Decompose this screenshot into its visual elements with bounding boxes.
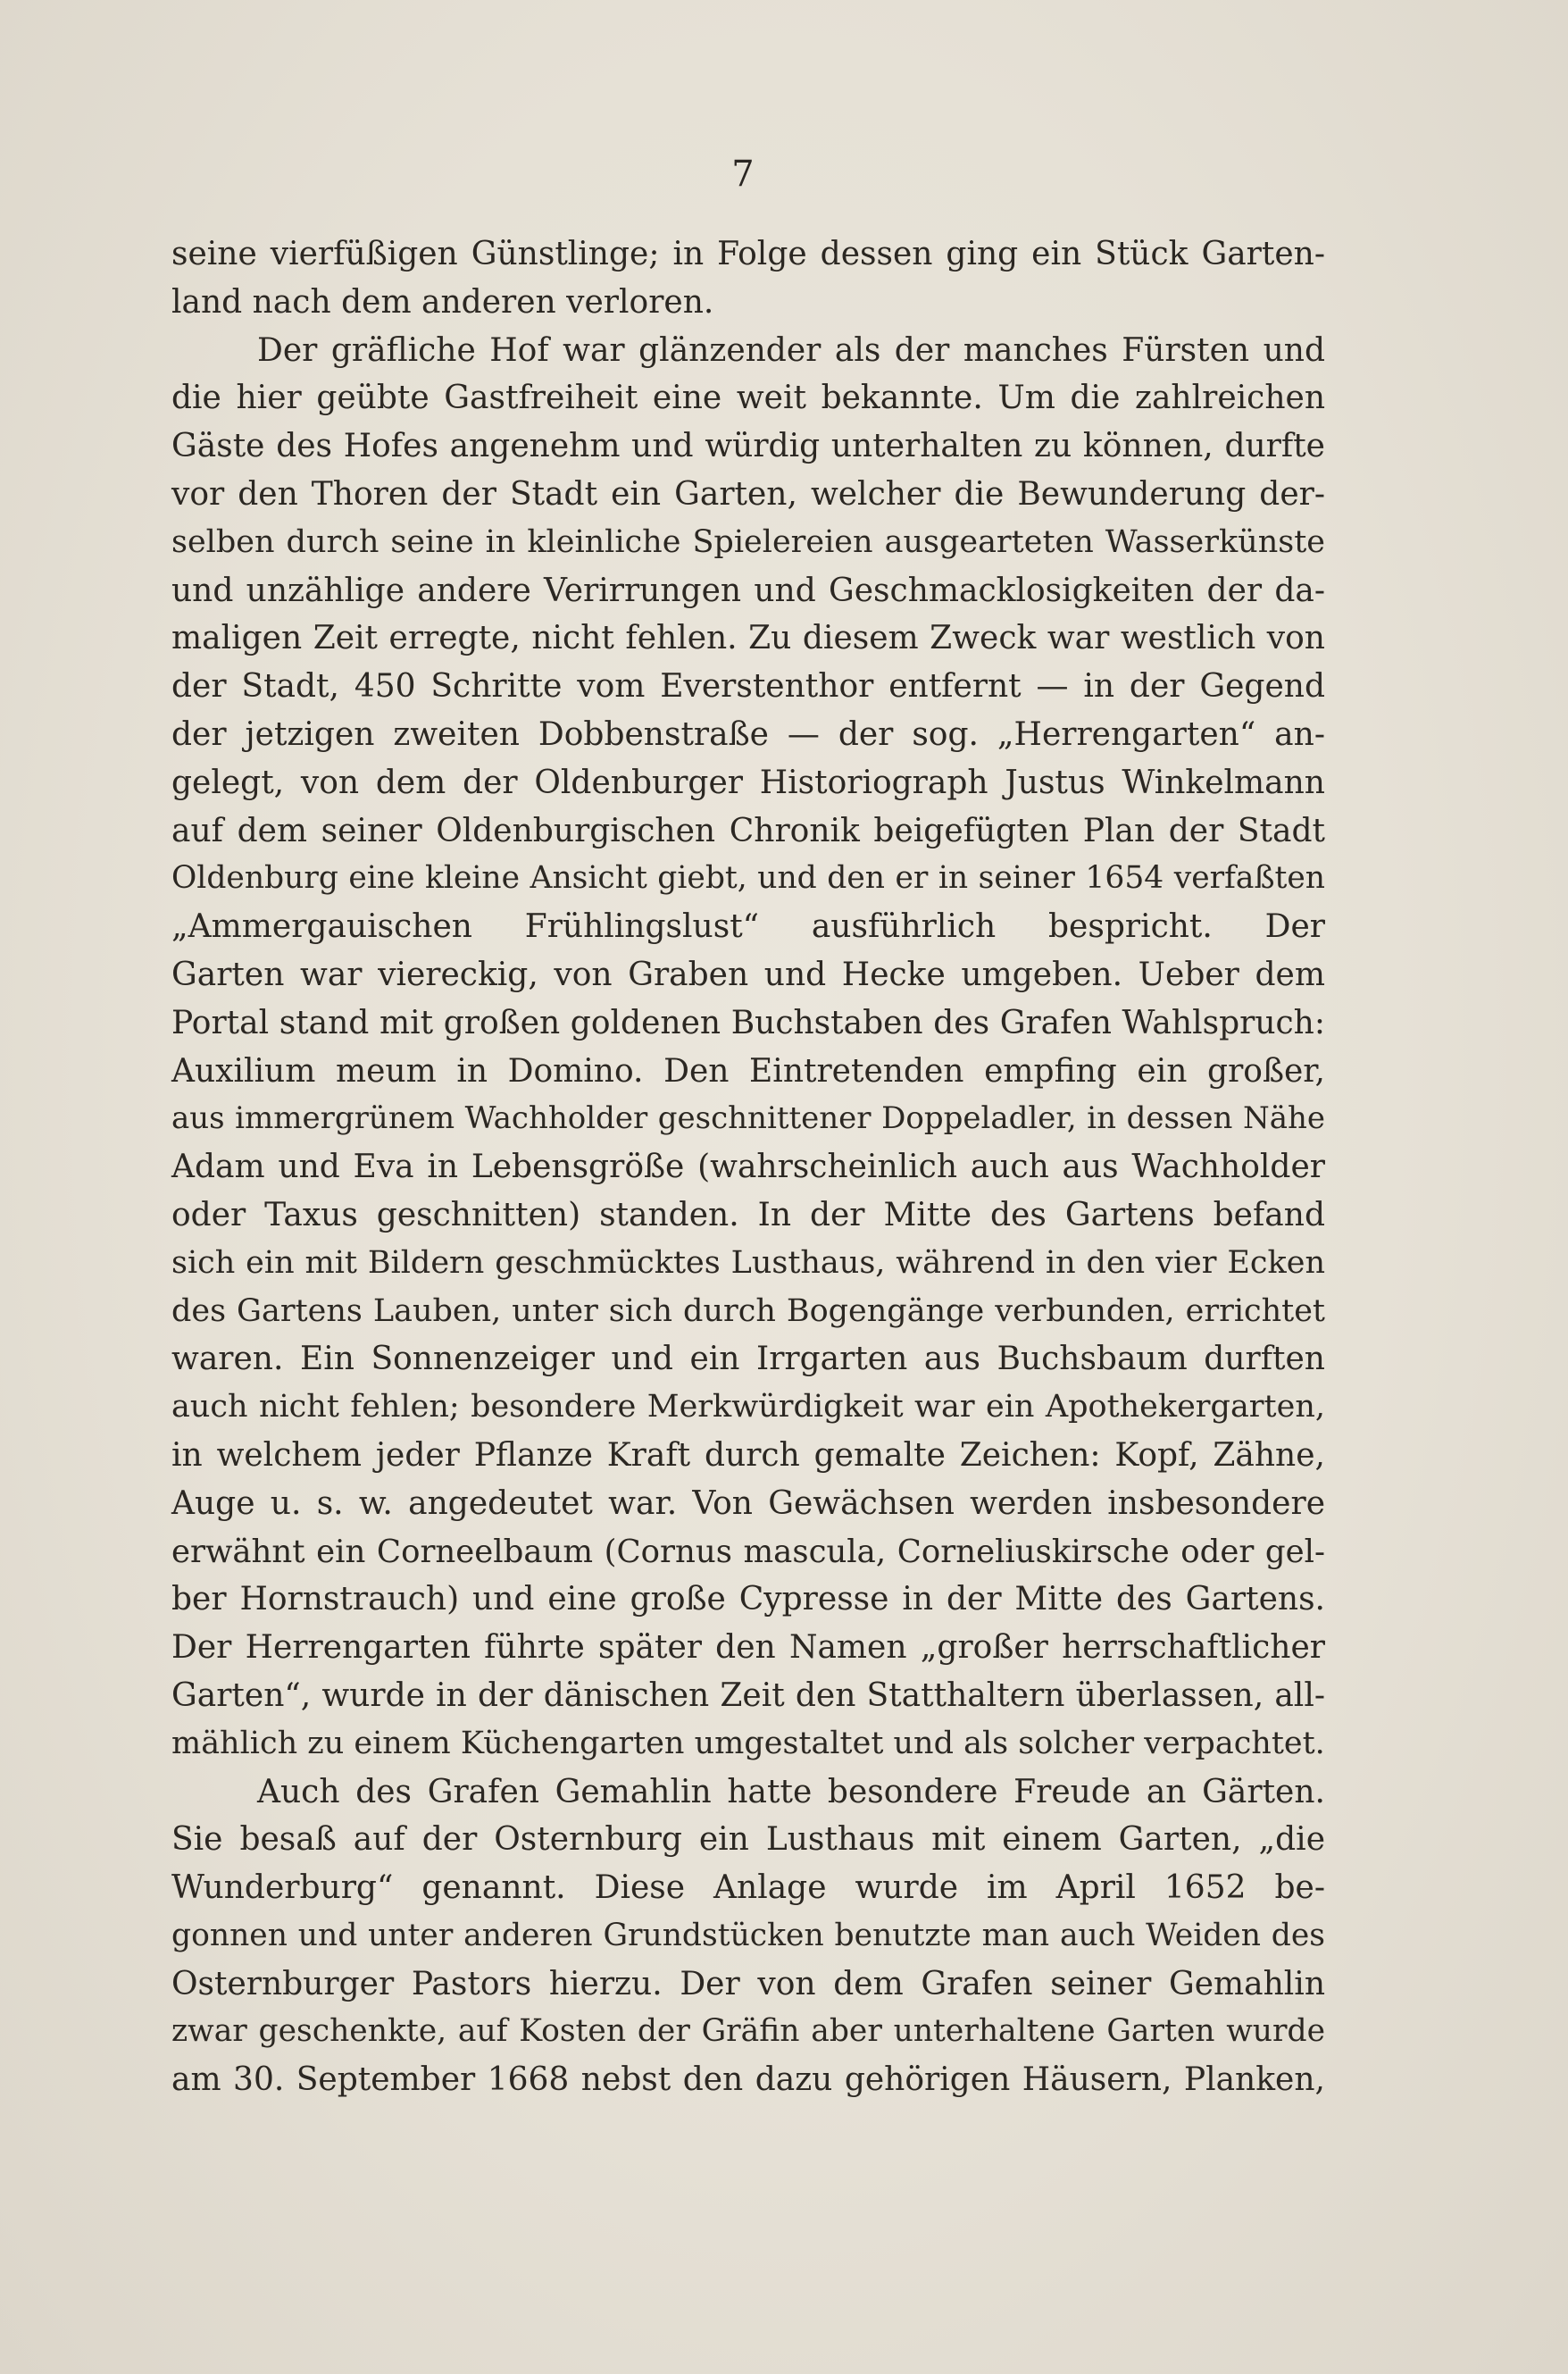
text-line: maligen Zeit erregte, nicht fehlen. Zu diesem Zweck war westlich von	[171, 620, 1325, 657]
text-line: vor den Thoren der Stadt ein Garten, welcher die Bewunderung der-	[171, 475, 1325, 513]
text-line: Gäste des Hofes angenehm und würdig unterhalten zu können, durfte	[171, 428, 1325, 465]
text-line: Osternburger Pastors hierzu. Der von dem Grafen seiner Gemahlin	[171, 1965, 1325, 2002]
text-line: des Gartens Lauben, unter sich durch Bogengänge verbunden, errichtet	[171, 1292, 1325, 1329]
text-line: zwar geschenkte, auf Kosten der Gräfin aber unterhaltene Garten wurde	[171, 2013, 1325, 2050]
text-line: Garten“, wurde in der dänischen Zeit den Statthaltern überlassen, all-	[171, 1676, 1325, 1714]
text-line: Adam und Eva in Lebensgröße (wahrscheinlich auch aus Wachholder	[171, 1149, 1325, 1186]
text-line: seine vierfüßigen Günstlinge; in Folge dessen ging ein Stück Garten-	[171, 236, 1325, 272]
text-line: am 30. September 1668 nebst den dazu gehörigen Häusern, Planken,	[171, 2061, 1325, 2099]
text-line: oder Taxus geschnitten) standen. In der Mitte des Gartens befand	[171, 1196, 1325, 1233]
text-line: die hier geübte Gastfreiheit eine weit bekannte. Um die zahlreichen	[171, 380, 1325, 417]
text-line: Portal stand mit großen goldenen Buchstaben des Grafen Wahlspruch:	[171, 1004, 1325, 1041]
text-line: Auge u. s. w. angedeutet war. Von Gewächsen werden insbesondere	[171, 1484, 1325, 1522]
text-line: Der Herrengarten führte später den Namen „großer herrschaftlicher	[171, 1629, 1325, 1667]
text-line: Sie besaß auf der Osternburg ein Lusthaus mit einem Garten, „die	[171, 1821, 1325, 1859]
text-line: mählich zu einem Küchengarten umgestaltet und als solcher verpachtet.	[171, 1725, 1325, 1761]
text-line: auch nicht fehlen; besondere Merkwürdigkeit war ein Apothekergarten,	[171, 1389, 1325, 1425]
text-line: Der gräfliche Hof war glänzender als der manches Fürsten und	[257, 331, 1325, 369]
text-line: waren. Ein Sonnenzeiger und ein Irrgarten aus Buchsbaum durften	[171, 1341, 1325, 1378]
text-line: in welchem jeder Pflanze Kraft durch gemalte Zeichen: Kopf, Zähne,	[171, 1436, 1325, 1474]
text-line: erwähnt ein Corneelbaum (Cornus mascula, Corneliuskirsche oder gel-	[171, 1533, 1325, 1570]
body-text	[171, 230, 1325, 2104]
text-line: der Stadt, 450 Schritte vom Everstenthor entfernt — in der Gegend	[171, 668, 1325, 706]
text-line: aus immergrünem Wachholder geschnittener Doppeladler, in dessen Nähe	[171, 1100, 1325, 1137]
text-line: „Ammergauischen Frühlingslust“ ausführlich bespricht. Der	[171, 908, 1325, 946]
text-line: ber Hornstrauch) und eine große Cypresse in der Mitte des Gartens.	[171, 1581, 1325, 1618]
text-line: selben durch seine in kleinliche Spielereien ausgearteten Wasserkünste	[171, 523, 1325, 560]
text-line: Garten war viereckig, von Graben und Hecke umgeben. Ueber dem	[171, 956, 1325, 993]
text-line: sich ein mit Bildern geschmücktes Lusthaus, während in den vier Ecken	[171, 1244, 1325, 1281]
text-line: auf dem seiner Oldenburgischen Chronik beigefügten Plan der Stadt	[171, 812, 1325, 849]
text-line: Auch des Grafen Gemahlin hatte besondere Freude an Gärten.	[257, 1773, 1325, 1810]
text-line: Oldenburg eine kleine Ansicht giebt, und den er in seiner 1654 verfaßten	[171, 860, 1325, 897]
text-line: Auxilium meum in Domino. Den Eintretenden empfing ein großer,	[171, 1052, 1325, 1090]
text-line: und unzählige andere Verirrungen und Geschmacklosigkeiten der da-	[171, 572, 1325, 609]
text-line: der jetzigen zweiten Dobbenstraße — der sog. „Herrengarten“ an-	[171, 715, 1325, 753]
text-line: land nach dem anderen verloren.	[171, 283, 714, 321]
page-number: 7	[731, 154, 755, 195]
text-line: gonnen und unter anderen Grundstücken benutzte man auch Weiden des	[171, 1917, 1325, 1953]
text-line: Wunderburg“ genannt. Diese Anlage wurde im April 1652 be-	[171, 1869, 1325, 1907]
text-line: gelegt, von dem der Oldenburger Historiograph Justus Winkelmann	[171, 764, 1325, 801]
